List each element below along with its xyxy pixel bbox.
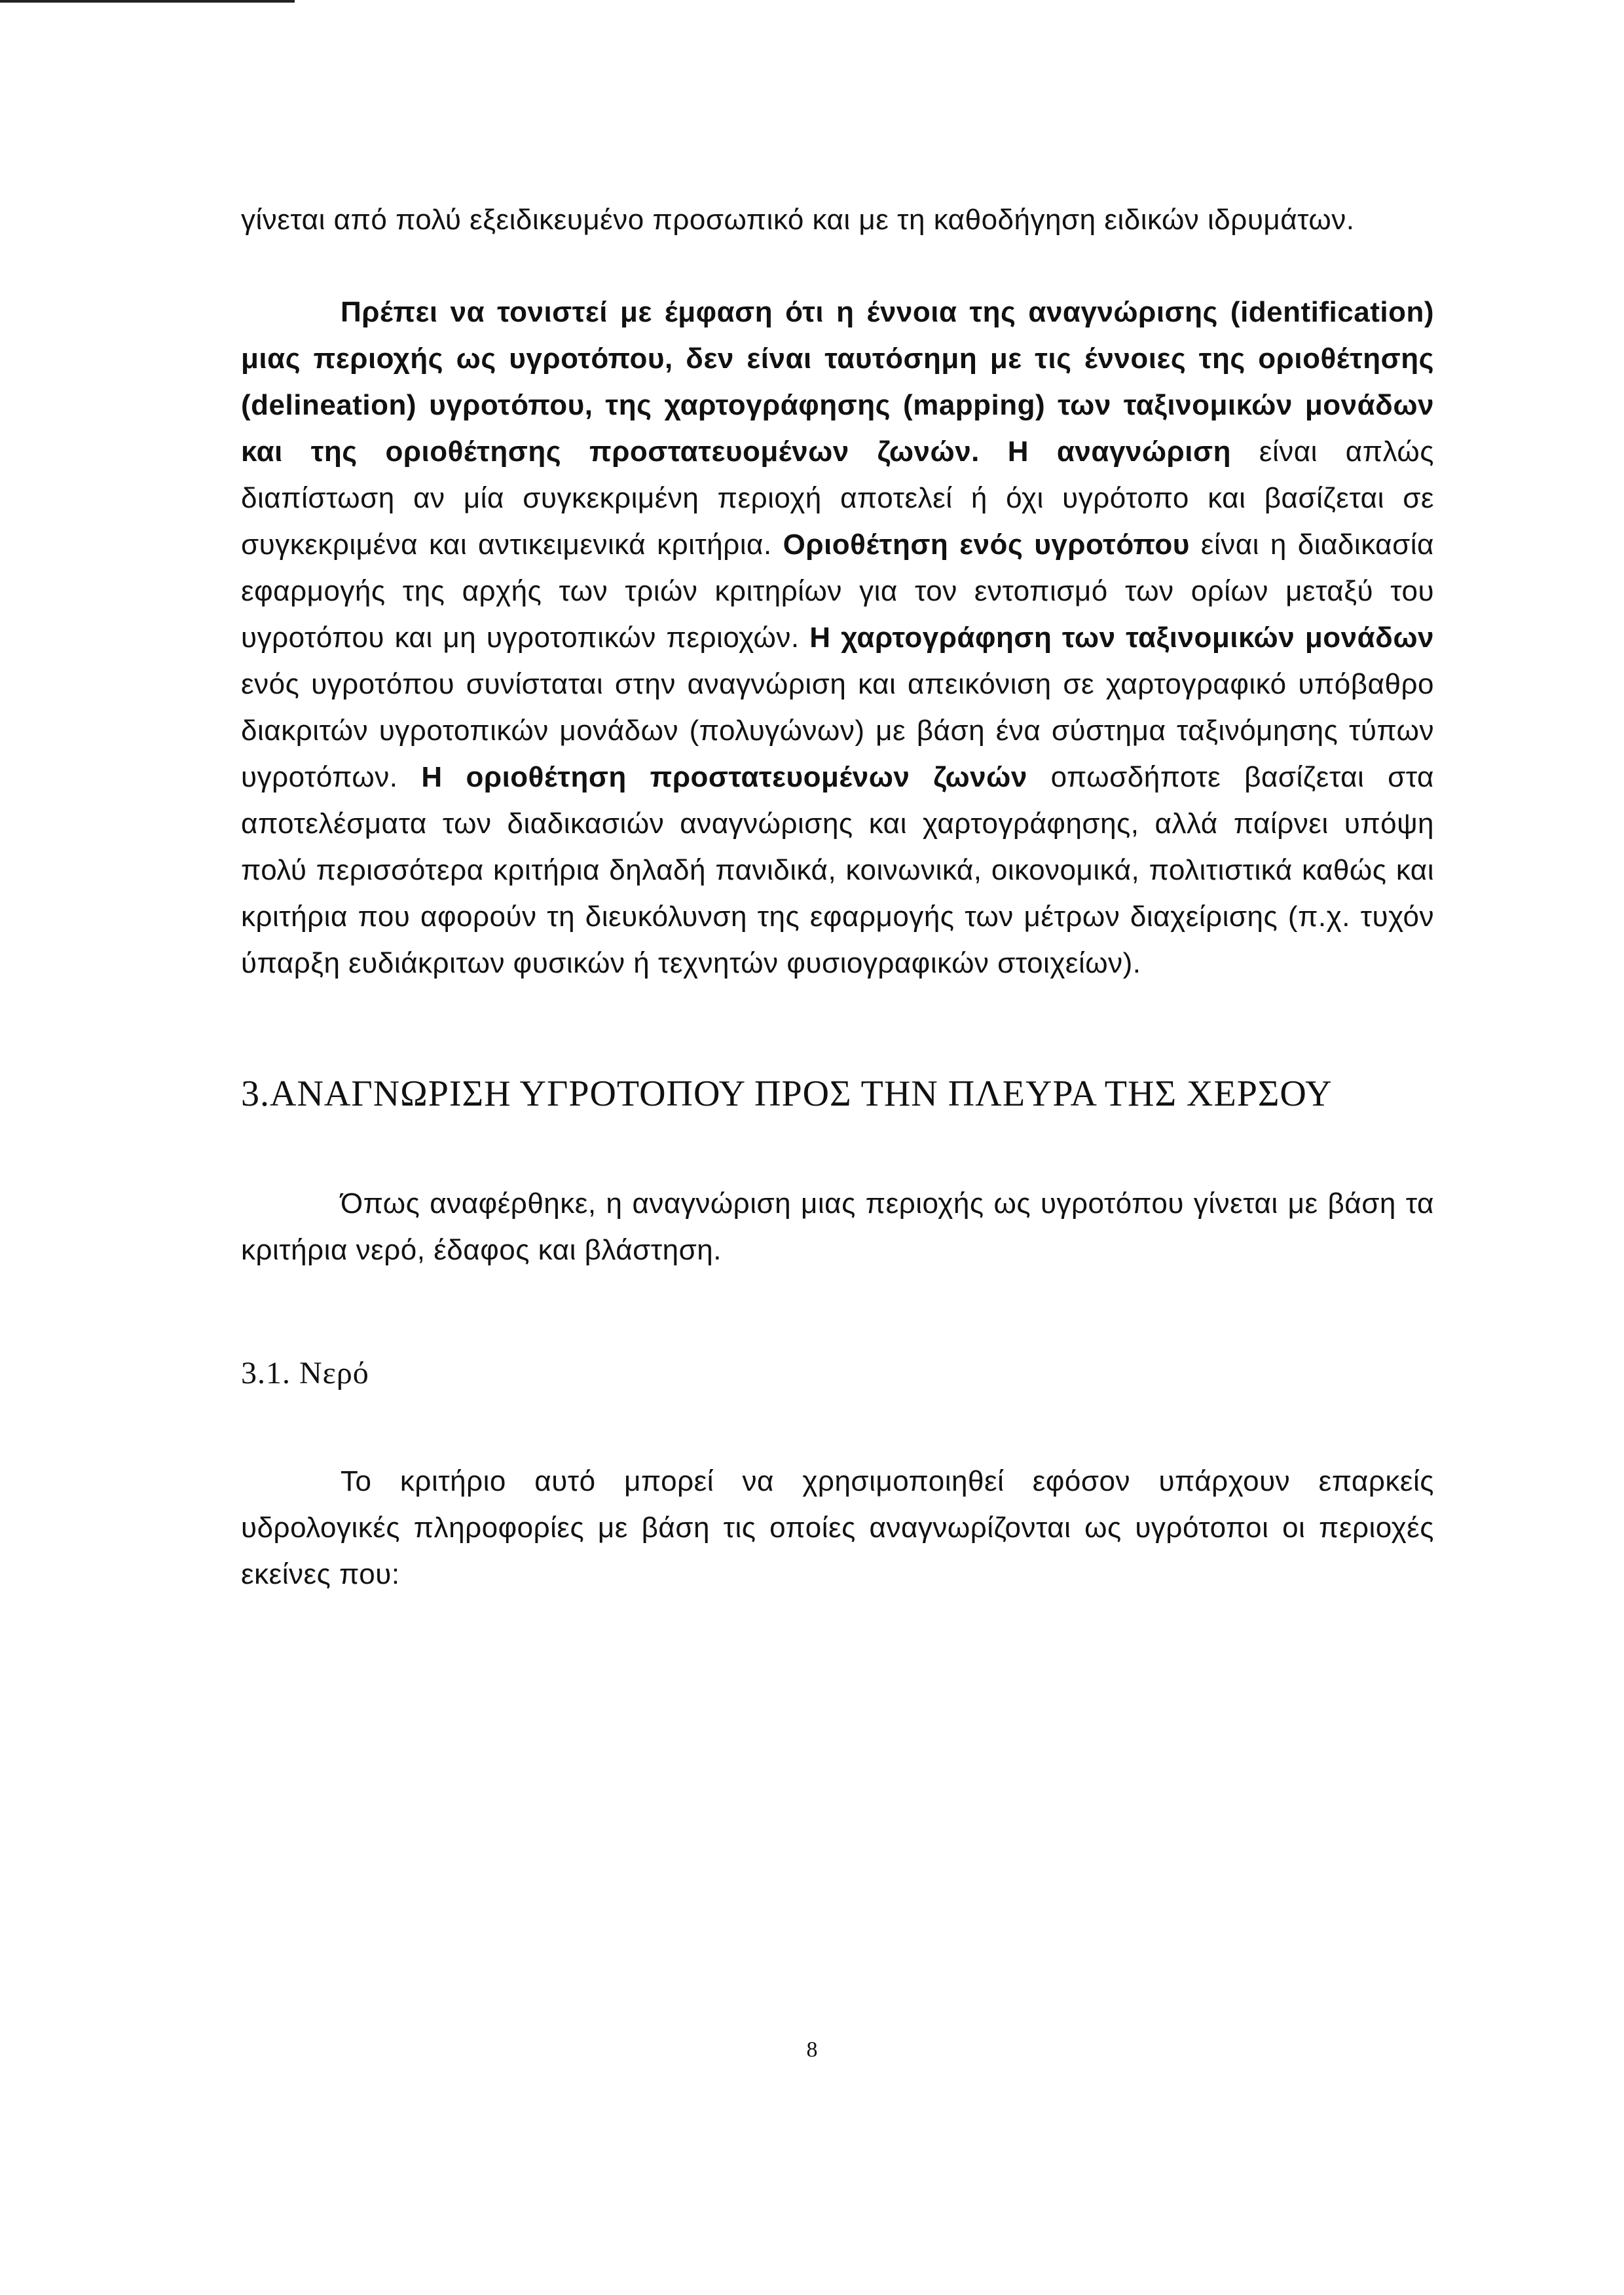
page-number: 8 <box>806 2038 818 2062</box>
spacer <box>241 243 1434 289</box>
definition-delineation: είναι η διαδικασία εφαρμογής της αρχής των τριών κριτηρίων για τον εντοπισμό των ορίων μεταξύ του υγροτόπου και μη υγροτοπικών περιοχών. <box>241 529 1434 654</box>
spacer <box>241 1117 1434 1180</box>
definition-recognition: είναι απλώς διαπίστωση αν μία συγκεκριμένη περιοχή αποτελεί ή όχι υγρότοπο και βασίζεται σε συγκεκριμένα και αντικειμενικά κριτήρια. <box>241 436 1434 561</box>
sentence-identification-emphasis: Πρέπει να τονιστεί με έμφαση ότι η έννοια της αναγνώρισης (identification) μιας περιοχής ως υγροτόπου, δεν είναι ταυτόσημη με τις έννοιες της οριοθέτησης (delineation) υγροτόπου, της χαρτογράφησης (mapping) των ταξινομικών μονάδων και της οριοθέτησης προστατευομένων ζωνών. <box>241 296 1434 468</box>
page-body <box>241 196 1434 1597</box>
term-mapping: Η χαρτογράφηση των ταξινομικών μονάδων <box>809 622 1434 654</box>
definition-mapping: ενός υγροτόπου συνίσταται στην αναγνώριση και απεικόνιση σε χαρτογραφικό υπόβαθρο διακριτών υγροτοπικών μονάδων (πολυγώνων) με βάση ένα σύστημα ταξινόμησης τύπων υγροτόπων. <box>241 668 1434 793</box>
paragraph-continuation: γίνεται από πολύ εξειδικευμένο προσωπικό και με τη καθοδήγηση ειδικών ιδρυμάτων. <box>241 204 1355 236</box>
paragraph-criteria-intro: Όπως αναφέρθηκε, η αναγνώριση μιας περιοχής ως υγροτόπου γίνεται με βάση τα κριτήρια νερό, έδαφος και βλάστηση. <box>241 1187 1434 1266</box>
paragraph-definitions <box>241 289 1434 986</box>
paragraph-water-criterion: Το κριτήριο αυτό μπορεί να χρησιμοποιηθεί εφόσον υπάρχουν επαρκείς υδρολογικές πληροφορίες με βάση τις οποίες αναγνωρίζονται ως υγρότοποι οι περιοχές εκείνες που: <box>241 1465 1434 1590</box>
top-edge-rule <box>0 0 295 3</box>
spacer <box>241 986 1434 1070</box>
term-protected-zones: Η οριοθέτηση προστατευομένων ζωνών <box>421 761 1027 793</box>
term-recognition: Η αναγνώριση <box>1007 436 1231 468</box>
term-delineation: Οριοθέτηση ενός υγροτόπου <box>783 529 1190 561</box>
spacer <box>241 1273 1434 1352</box>
section-heading-3: 3.ΑΝΑΓΝΩΡΙΣΗ ΥΓΡΟΤΟΠΟΥ ΠΡΟΣ ΤΗΝ ΠΛΕΥΡΑ ΤΗΣ ΧΕΡΣΟΥ <box>241 1073 1333 1114</box>
spacer <box>241 1395 1434 1458</box>
definition-protected-zones: οπωσδήποτε βασίζεται στα αποτελέσματα των διαδικασιών αναγνώρισης και χαρτογράφησης, αλλά παίρνει υπόψη πολύ περισσότερα κριτήρια δηλαδή πανιδικά, κοινωνικά, οικονομικά, πολιτιστικά καθώς και κριτήρια που αφορούν τη διευκόλυνση της εφαρμογής των μέτρων διαχείρισης (π.χ. τυχόν ύπαρξη ευδιάκριτων φυσικών ή τεχνητών φυσιογραφικών στοιχείων). <box>241 761 1434 979</box>
subsection-heading-3-1: 3.1. Νερό <box>241 1356 369 1390</box>
